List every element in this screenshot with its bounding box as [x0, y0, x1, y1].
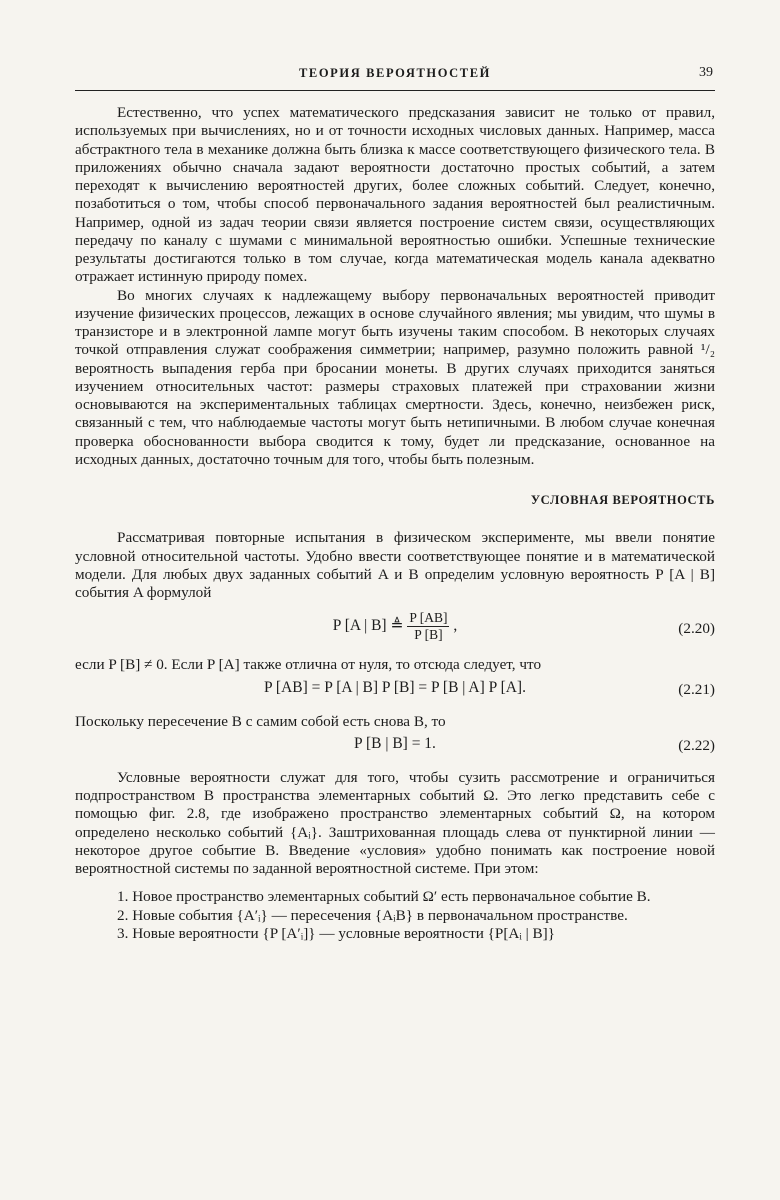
- formula-2-20-body: [75, 610, 715, 643]
- list-item: 3. Новые вероятности {P [A′ᵢ]} — условные вероятности {P[Aᵢ | B]}: [117, 924, 555, 942]
- section-title: УСЛОВНАЯ ВЕРОЯТНОСТЬ: [530, 493, 715, 507]
- formula-2-21: [75, 679, 715, 705]
- running-title: ТЕОРИЯ ВЕРОЯТНОСТЕЙ: [298, 66, 492, 80]
- paragraph-if-nonzero: если P [B] ≠ 0. Если P [A] также отлична от нуля, то отсюда следует, что: [75, 656, 542, 674]
- page-number: 39: [699, 65, 713, 80]
- formula-2-21-body: P [AB] = P [A | B] P [B] = P [B | A] P [A].: [264, 678, 526, 696]
- paragraph-conditional-definition: Рассматривая повторные испытания в физическом эксперименте, мы ввели понятие условной относительной частоты. Удобно ввести соответствующее понятие и в математической модели. Для любых двух заданных событий A и B определим условную вероятность P [A | B] события A формулой: [75, 529, 715, 601]
- properties-list: [75, 888, 715, 943]
- page-header: [75, 64, 715, 91]
- formula-2-20-fraction: [407, 610, 449, 643]
- list-item: 1. Новое пространство элементарных событий Ω′ есть первоначальное событие B.: [117, 888, 651, 906]
- formula-2-20: [75, 610, 715, 650]
- formula-2-20-label: (2.20): [678, 620, 715, 638]
- formula-2-22: [75, 735, 715, 761]
- paragraph-prediction-accuracy: Естественно, что успех математического предсказания зависит не только от правил, используемых при вычислениях, но и от точности исходных числовых данных. Например, масса абстрактного тела в механике должна быть близка к массе соответствующего физического тела. В приложениях обычно сначала задают вероятности достаточно простых событий, а затем переходят к вычислению вероятностей других, более сложных событий. Следует, конечно, позаботиться о том, чтобы способ первоначального задания вероятностей был реалистичным. Например, одной из задач теории связи является построение систем связи, осуществляющих передачу по каналу с шумами с минимальной вероятностью ошибки. Успешные технические результаты достигаются только в том случае, когда математическая модель канала адекватно отражает истинную природу помех.: [75, 104, 715, 286]
- formula-2-20-tail: ,: [449, 617, 458, 635]
- paragraph-subspace: Условные вероятности служат для того, чтобы сузить рассмотрение и ограничиться подпространством B пространства элементарных событий Ω. Это легко представить себе с помощью фиг. 2.8, где изображено пространство элементарных событий Ω, на котором определено несколько событий {Aᵢ}. Заштрихованная площадь слева от пунктирной линии — некоторое другое событие B. Введение «условия» удобно понимать как построение новой вероятностной системы по заданной вероятностной системе. При этом:: [75, 768, 715, 877]
- paragraph-initial-probabilities: Во многих случаях к надлежащему выбору первоначальных вероятностей приводит изучение физических процессов, лежащих в основе случайного явления; мы увидим, что шумы в транзисторе и в электронной лампе могут быть изучены таким способом. В некоторых случаях точкой отправления служат соображения симметрии; например, разумно положить равной ¹/₂ вероятность выпадения герба при бросании монеты. В других случаях приходится заняться изучением относительных частот: размеры страховых платежей при страховании жизни основываются на экспериментальных таблицах смертности. Здесь, конечно, неизбежен риск, связанный с тем, что наблюдаемые частоты могут быть нетипичными. В любом случае конечная проверка обоснованности выбора сводится к тому, будет ли предсказание, основанное на исходных данных, достаточно точным для того, чтобы быть полезным.: [75, 286, 715, 468]
- formula-2-20-numerator: P [AB]: [409, 610, 448, 626]
- formula-2-20-denominator: P [B]: [414, 627, 443, 643]
- formula-2-20-lhs: P [A | B] ≜: [332, 617, 408, 635]
- formula-2-22-label: (2.22): [678, 736, 715, 754]
- paragraph-intersection: Поскольку пересечение B с самим собой есть снова B, то: [75, 712, 446, 730]
- body-text: [75, 104, 715, 943]
- list-item: 2. Новые события {A′ᵢ} — пересечения {AᵢB} в первоначальном пространстве.: [117, 906, 628, 924]
- formula-2-21-label: (2.21): [678, 680, 715, 698]
- formula-2-22-body: P [B | B] = 1.: [354, 734, 436, 752]
